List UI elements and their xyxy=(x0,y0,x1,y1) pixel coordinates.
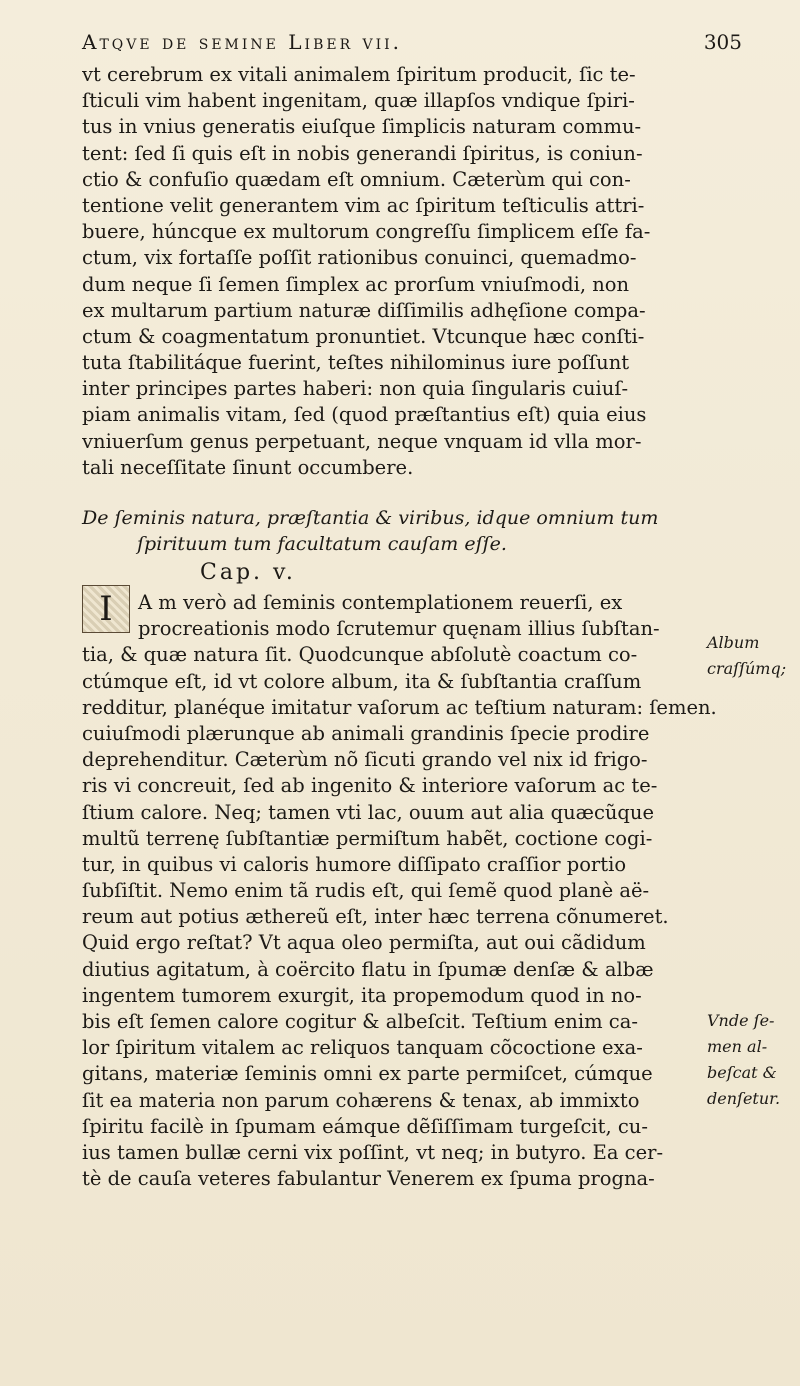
text-line: dum neque ſi ſemen ſimplex ac prorſum vniuſmodi, non xyxy=(82,272,630,296)
heading-line: ſpirituum tum facultatum cauſam eſſe. xyxy=(137,533,507,555)
text-line: ſticuli vim habent ingenitam, quæ illapſos vndique ſpiri- xyxy=(82,89,635,113)
paragraph-2 xyxy=(82,590,732,1192)
text-line: ſubſiſtit. Nemo enim tã rudis eſt, qui ſemẽ quod planè aë- xyxy=(82,879,650,903)
text-line: ris vi concreuit, ſed ab ingenito & interiore vaſorum ac te- xyxy=(82,774,658,798)
page-number: 305 xyxy=(703,30,742,54)
margin-notes xyxy=(707,630,799,1112)
text-line: ctum, vix fortaſſe poſſit rationibus conuinci, quemadmo- xyxy=(82,246,637,270)
text-line: A m verò ad ſeminis contemplationem reuerſi, ex xyxy=(138,591,623,614)
margin-note-line: beſcat & xyxy=(707,1063,777,1082)
text-line: vniuerſum genus perpetuant, neque vnquam id vlla mor- xyxy=(82,429,642,453)
text-line: tè de cauſa veteres fabulantur Venerem ex ſpuma progna- xyxy=(82,1167,655,1191)
text-line: piam animalis vitam, ſed (quod præſtantius eſt) quia eius xyxy=(82,403,647,427)
heading-line: De ſeminis natura, præſtantia & viribus, idque omnium tum xyxy=(82,507,659,529)
text-line: multũ terrenę ſubſtantiæ permiſtum habẽt, coctione cogi- xyxy=(82,826,653,850)
margin-note-line: Vnde ſe- xyxy=(707,1011,775,1030)
text-line: tur, in quibus vi caloris humore diſſipato craſſior portio xyxy=(82,852,627,876)
text-line: gitans, materiæ ſeminis omni ex parte permiſcet, cúmque xyxy=(82,1062,653,1086)
text-line: vt cerebrum ex vitali animalem ſpiritum producit, ſic te- xyxy=(82,63,636,86)
text-line: ingentem tumorem exurgit, ita propemodum quod in no- xyxy=(82,983,642,1007)
text-line: Quid ergo reſtat? Vt aqua oleo permiſta, aut oui cãdidum xyxy=(82,931,646,955)
margin-note-line: denſetur. xyxy=(707,1089,781,1108)
text-line: ctum & coagmentatum pronuntiet. Vtcunque hæc conſti- xyxy=(82,324,645,348)
text-line: diutius agitatum, à coërcito flatu in ſpumæ denſæ & albæ xyxy=(82,957,654,981)
drop-cap: I xyxy=(82,585,130,633)
text-line: redditur, planéque imitatur vaſorum ac teſtium naturam: ſemen. xyxy=(82,695,717,719)
text-line: inter principes partes haberi: non quia ſingularis cuiuſ- xyxy=(82,377,629,401)
text-line: buere, húncque ex multorum congreſſu ſimplicem eſſe fa- xyxy=(82,220,651,244)
text-line: reum aut potius æthereũ eſt, inter hæc terrena cõnumeret. xyxy=(82,905,669,929)
chapter-heading xyxy=(82,505,732,557)
text-line: lor ſpiritum vitalem ac reliquos tanquam cõcoctione exa- xyxy=(82,1036,643,1060)
chapter-label: Cap. v. xyxy=(200,560,296,585)
text-line: ctio & confuſio quædam eſt omnium. Cæterùm qui con- xyxy=(82,167,631,191)
text-line: ſtium calore. Neq; tamen vti lac, ouum aut alia quæcũque xyxy=(82,800,655,824)
text-line: ius tamen bullæ cerni vix poſſint, vt neq; in butyro. Ea cer- xyxy=(82,1140,664,1164)
margin-note-line: men al- xyxy=(707,1037,768,1056)
text-line: procreationis modo ſcrutemur quęnam illius ſubſtan- xyxy=(138,617,660,641)
text-line: tentione velit generantem vim ac ſpiritum teſticulis attri- xyxy=(82,193,645,217)
page-header xyxy=(82,30,742,60)
text-line: bis eſt ſemen calore cogitur & albeſcit. Teſtium enim ca- xyxy=(82,1010,638,1033)
text-line: tent: ſed ſi quis eſt in nobis generandi ſpiritus, is coniun- xyxy=(82,141,643,165)
margin-note-line: Album xyxy=(707,633,760,652)
text-line: tuta ſtabilitáque fuerint, teſtes nihilominus iure poſſunt xyxy=(82,351,630,375)
running-head: Atqve de semine Liber vii. xyxy=(82,30,402,54)
text-line: deprehenditur. Cæterùm nõ ſicuti grando vel nix id frigo- xyxy=(82,748,648,772)
text-line: ex multarum partium naturæ diſſimilis adhęſione compa- xyxy=(82,298,646,322)
text-line: tia, & quæ natura ſit. Quodcunque abſolutè coactum co- xyxy=(82,643,638,667)
text-line: ſpiritu facilè in ſpumam eámque dẽſiſſimam turgeſcit, cu- xyxy=(82,1114,648,1138)
text-line: tus in vnius generatis eiuſque ſimplicis naturam commu- xyxy=(82,115,642,139)
text-line: cuiuſmodi plærunque ab animali grandinis ſpecie prodire xyxy=(82,721,650,745)
text-line: ctúmque eſt, id vt colore album, ita & ſubſtantia craſſum xyxy=(82,669,642,693)
text-line: ſit ea materia non parum cohærens & tenax, ab immixto xyxy=(82,1088,640,1112)
text-line: tali neceſſitate ſinunt occumbere. xyxy=(82,455,414,479)
margin-note-line: craſſúmq; xyxy=(707,659,787,678)
paragraph-1 xyxy=(82,62,732,481)
